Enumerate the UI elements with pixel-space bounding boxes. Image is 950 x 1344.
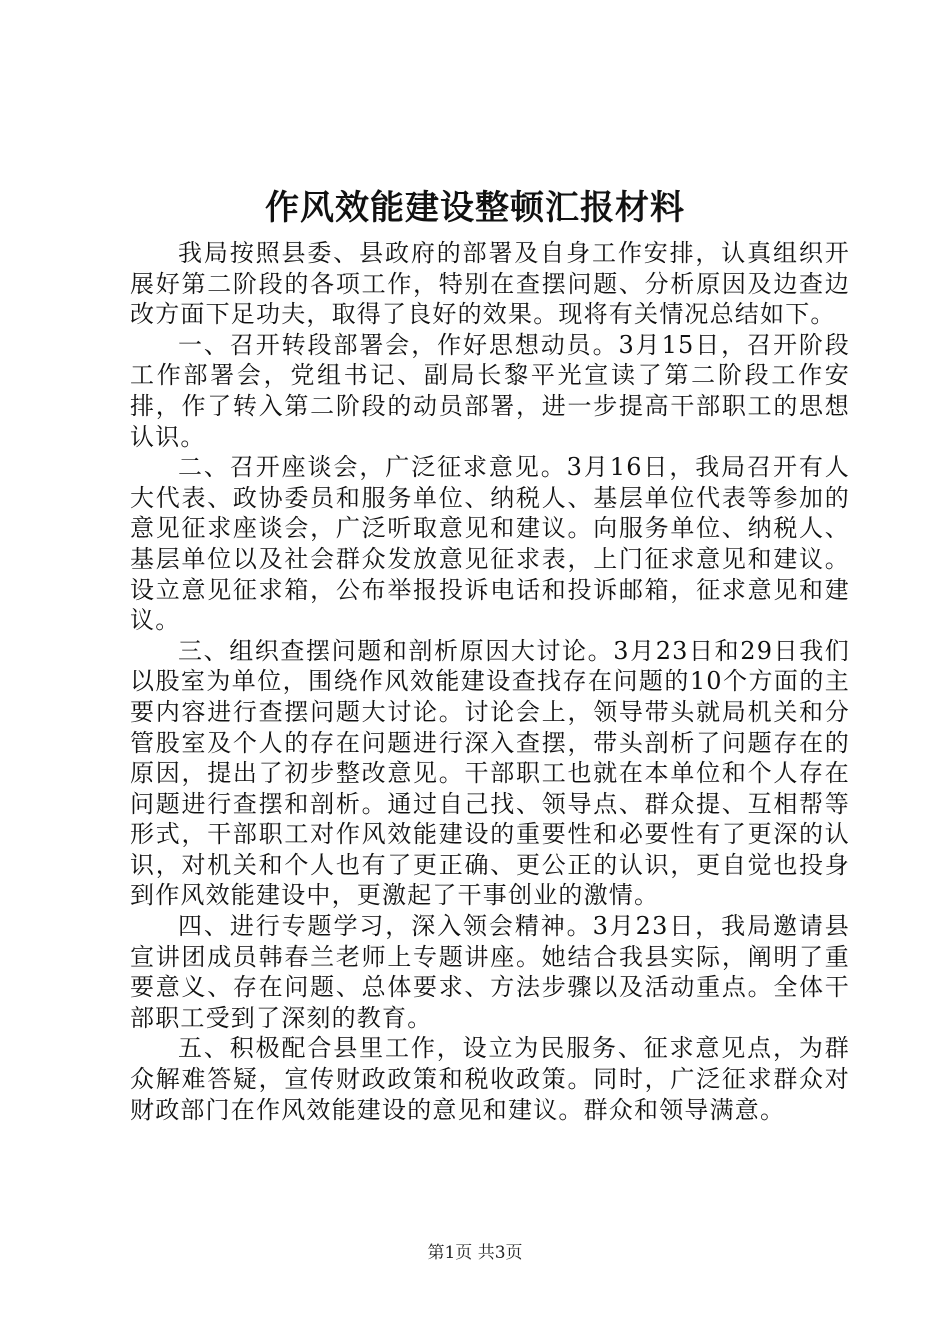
page-number-footer: 第1页 共3页: [427, 1243, 523, 1263]
paragraph-section-2: 二、召开座谈会，广泛征求意见。3月16日，我局召开有人大代表、政协委员和服务单位、纳税人、基层单位代表等参加的意见征求座谈会，广泛听取意见和建议。向服务单位、纳税人、基层单位以及社会群众发放意见征求表，上门征求意见和建议。设立意见征求箱，公布举报投诉电话和投诉邮箱，征求意见和建议。: [130, 453, 850, 635]
document-body: [130, 238, 850, 1125]
paragraph-intro: 我局按照县委、县政府的部署及自身工作安排，认真组织开展好第二阶段的各项工作，特别在查摆问题、分析原因及边查边改方面下足功夫，取得了良好的效果。现将有关情况总结如下。: [130, 239, 850, 329]
paragraph-section-5: 五、积极配合县里工作，设立为民服务、征求意见点，为群众解难答疑，宣传财政政策和税收政策。同时，广泛征求群众对财政部门在作风效能建设的意见和建议。群众和领导满意。: [130, 1034, 850, 1124]
paragraph-section-1: 一、召开转段部署会，作好思想动员。3月15日，召开阶段工作部署会，党组书记、副局长黎平光宣读了第二阶段工作安排，作了转入第二阶段的动员部署，进一步提高干部职工的思想认识。: [130, 330, 850, 451]
document-title: 作风效能建设整顿汇报材料: [265, 188, 685, 228]
paragraph-section-3: 三、组织查摆问题和剖析原因大讨论。3月23日和29日我们以股室为单位，围绕作风效能建设查找存在问题的10个方面的主要内容进行查摆问题大讨论。讨论会上，领导带头就局机关和分管股室及个人的存在问题进行深入查摆，带头剖析了问题存在的原因，提出了初步整改意见。干部职工也就在本单位和个人存在问题进行查摆和剖析。通过自己找、领导点、群众提、互相帮等形式，干部职工对作风效能建设的重要性和必要性有了更深的认识，对机关和个人也有了更正确、更公正的认识，更自觉也投身到作风效能建设中，更激起了干事创业的激情。: [130, 636, 850, 910]
paragraph-section-4: 四、进行专题学习，深入领会精神。3月23日，我局邀请县宣讲团成员韩春兰老师上专题讲座。她结合我县实际，阐明了重要意义、存在问题、总体要求、方法步骤以及活动重点。全体干部职工受到了深刻的教育。: [130, 912, 850, 1032]
